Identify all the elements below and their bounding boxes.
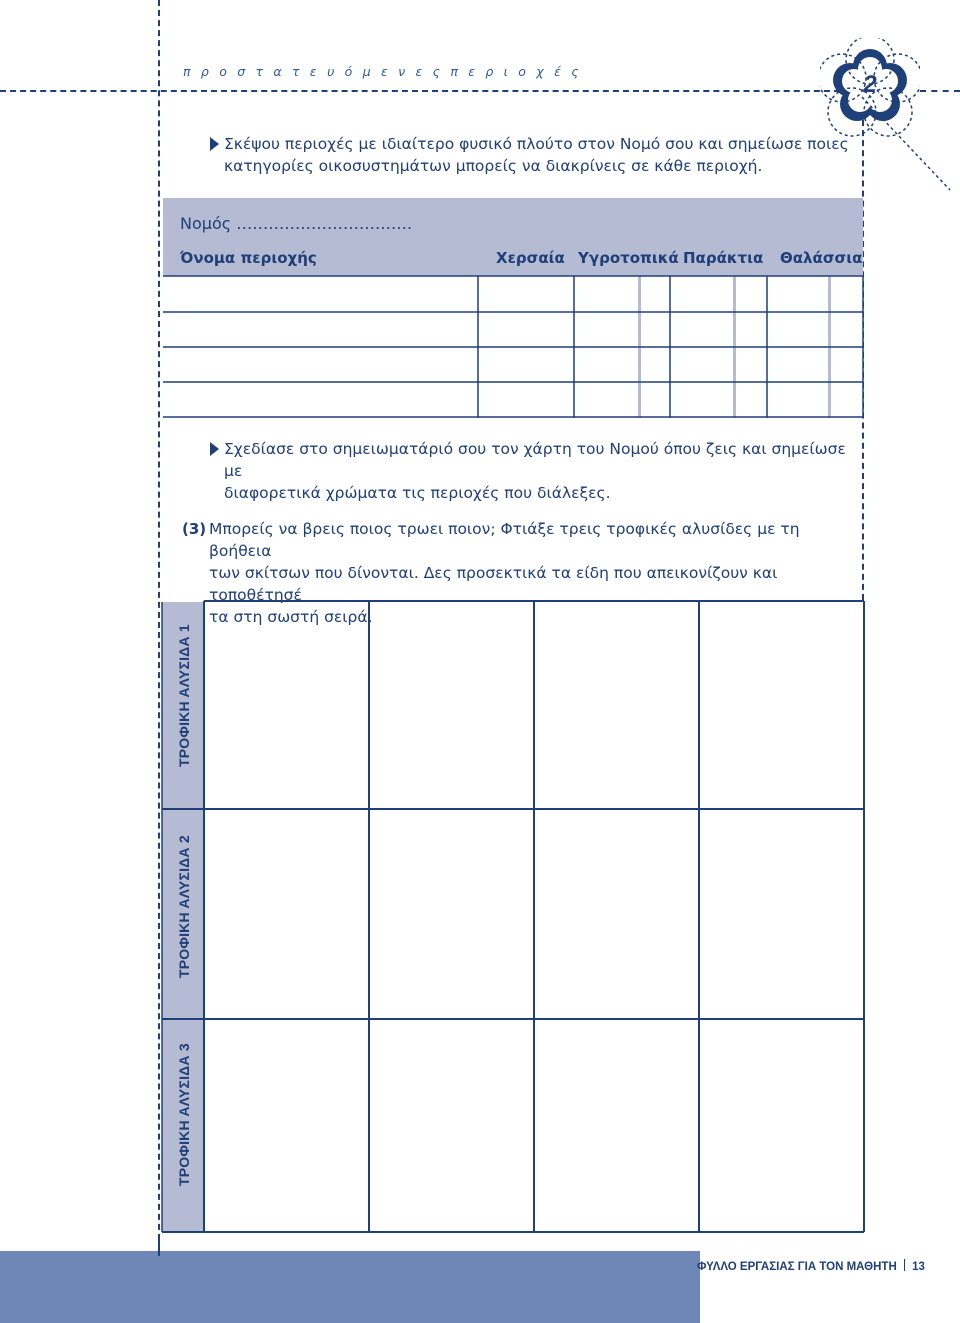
nomos-label: Νομός …………………………… — [180, 214, 413, 233]
badge-divider-right — [920, 90, 960, 92]
column-header-land: Χερσαία — [496, 249, 565, 267]
question-text: Μπορείς να βρεις ποιος τρωει ποιον; Φτιάξε τρεις τροφικές αλυσίδες με τη βοήθεια των σκίτσων που δίνονται. Δες προσεκτικά τα είδη που απεικονίζουν και τοποθέτησέ τα στη σωστή σειρά. — [209, 520, 800, 626]
page-number: 13 — [912, 1261, 925, 1273]
bullet-icon — [210, 442, 219, 456]
bullet-icon — [210, 137, 219, 151]
footer-band — [0, 1251, 700, 1323]
decorative-dash-line — [860, 95, 960, 195]
map-task-text: Σχεδίασε στο σημειωματάριό σου τον χάρτη του Νομού όπου ζεις και σημείωσε με διαφορετικά χρώματα τις περιοχές που διάλεξες. — [224, 440, 846, 502]
column-header-wetland: Υγροτοπικά — [578, 249, 679, 267]
food-chain-label-1: ΤΡΟΦΙΚΗ ΑΛΥΣΙΔΑ 1 — [176, 624, 192, 767]
section-title: π ρ ο σ τ α τ ε υ ό μ ε ν ε ς π ε ρ ι ο χ έ ς — [183, 64, 582, 79]
badge-number: 2 — [863, 71, 877, 98]
column-header-area-name: Όνομα περιοχής — [180, 249, 317, 267]
header-divider — [0, 90, 850, 92]
footer-dashed-border — [158, 1240, 160, 1256]
nomos-field[interactable]: …………………………… — [236, 214, 413, 233]
column-header-coastal: Παράκτια — [683, 249, 764, 267]
question-number: (3) — [182, 520, 207, 538]
intro-text: Σκέψου περιοχές με ιδιαίτερο φυσικό πλούτο στον Νομό σου και σημείωσε ποιες κατηγορίες οικοσυστημάτων μπορείς να διακρίνεις σε κάθε περιοχή. — [224, 135, 849, 175]
food-chain-label-3: ΤΡΟΦΙΚΗ ΑΛΥΣΙΔΑ 3 — [176, 1043, 192, 1186]
footer-label: ΦΥΛΛΟ ΕΡΓΑΣΙΑΣ ΓΙΑ ΤΟΝ ΜΑΘΗΤΗ 13 — [697, 1261, 925, 1273]
column-header-marine: Θαλάσσια — [780, 249, 863, 267]
food-chain-label-2: ΤΡΟΦΙΚΗ ΑΛΥΣΙΔΑ 2 — [176, 835, 192, 978]
food-chain-grid — [158, 598, 868, 1238]
